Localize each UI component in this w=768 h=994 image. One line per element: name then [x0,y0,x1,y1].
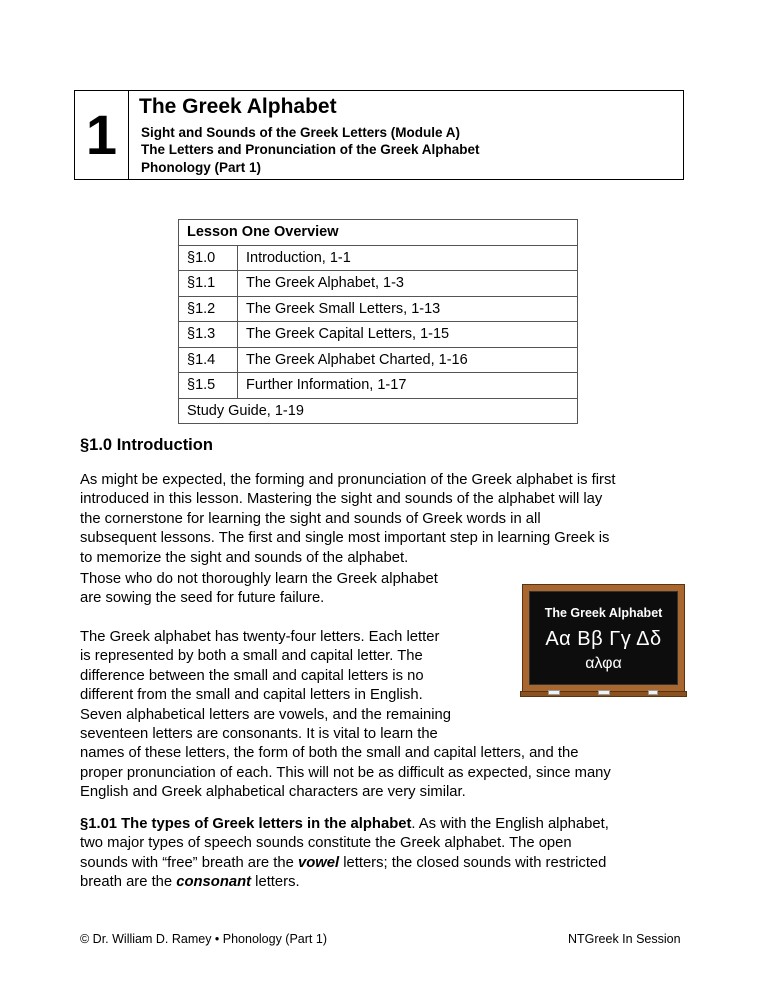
subsection-heading: §1.01 The types of Greek letters in the alphabet [80,816,412,832]
text-line: is represented by both a small and capital letter. The [80,648,423,665]
section-title: The Greek Alphabet Charted, 1-16 [238,347,578,373]
text-line: Those who do not thoroughly learn the Greek alphabet [80,571,438,587]
paragraph-letters-cont [80,725,695,803]
text-line: Seven alphabetical letters are vowels, and the remaining [80,706,451,723]
chalkboard-word: αλφα [585,655,622,672]
section-number: §1.1 [179,271,238,297]
text-fragment: letters. [251,874,300,891]
chapter-subtitle: The Letters and Pronunciation of the Greek Alphabet [141,142,480,157]
lesson-overview-table [178,219,578,424]
section-heading: §1.0 Introduction [80,436,213,454]
chapter-subtitle: Phonology (Part 1) [141,160,262,175]
text-line: As might be expected, the forming and pronunciation of the Greek alphabet is first [80,472,616,488]
text-line [80,873,695,892]
paragraph-letters [80,628,500,725]
section-number: §1.0 [179,245,238,271]
chapter-title: The Greek Alphabet [139,95,337,118]
section-number: §1.5 [179,373,238,399]
text-line: introduced in this lesson. Mastering the sight and sounds of the alphabet will lay [80,491,603,508]
table-row [179,322,578,348]
chapter-header [74,90,684,180]
chapter-number: 1 [75,91,129,179]
text-line: seventeen letters are consonants. It is vital to learn the [80,726,438,742]
chalkboard-title: The Greek Alphabet [544,606,663,620]
text-line: are sowing the seed for future failure. [80,590,325,607]
text-line: proper pronunciation of each. This will not be as difficult as expected, since many [80,764,611,781]
text-line [80,854,695,873]
text-line: difference between the small and capital letters is no [80,667,424,684]
section-number: §1.3 [179,322,238,348]
table-row [179,245,578,271]
overview-header: Lesson One Overview [179,220,578,246]
chalk-piece [598,690,610,695]
chalk-piece [548,690,560,695]
section-title: The Greek Capital Letters, 1-15 [238,322,578,348]
emphasis-consonant: consonant [176,874,252,891]
chalkboard-illustration [522,584,685,697]
table-row [179,296,578,322]
emphasis-vowel: vowel [297,854,340,871]
section-title: The Greek Small Letters, 1-13 [238,296,578,322]
text-line: names of these letters, the form of both the small and capital letters, and the [80,745,579,762]
paragraph-warning [80,570,438,609]
paragraph-intro [80,471,695,568]
paragraph-letter-types [80,815,695,893]
section-title: Introduction, 1-1 [238,245,578,271]
table-row [179,373,578,399]
text-line: The Greek alphabet has twenty-four letters. Each letter [80,629,440,645]
chapter-subtitle: Sight and Sounds of the Greek Letters (Module A) [141,125,461,140]
section-number: §1.2 [179,296,238,322]
text-line: subsequent lessons. The first and single most important step in learning Greek is [80,530,610,547]
text-fragment: sounds with “free” breath are the [80,854,298,871]
chalk-piece [648,690,658,695]
text-fragment: . As with the English alphabet, [411,816,609,832]
text-fragment: letters; the closed sounds with restricted [339,854,607,871]
text-line: the cornerstone for learning the sight and sounds of Greek words in all [80,510,541,527]
text-line: English and Greek alphabetical characters are very similar. [80,784,466,801]
footer-publisher: NTGreek In Session [568,932,681,946]
text-line: different from the small and capital letters in English. [80,687,423,704]
text-line: two major types of speech sounds constitute the Greek alphabet. The open [80,835,572,852]
text-line: to memorize the sight and sounds of the alphabet. [80,549,409,566]
overview-study-guide: Study Guide, 1-19 [179,398,578,424]
chalkboard-surface [529,591,678,685]
chalkboard-letters: Αα Ββ Γγ Δδ [545,628,662,650]
section-number: §1.4 [179,347,238,373]
text-line [80,815,695,834]
text-fragment: breath are the [80,874,177,891]
table-row [179,347,578,373]
footer-copyright: © Dr. William D. Ramey • Phonology (Part 1) [80,932,327,946]
section-title: The Greek Alphabet, 1-3 [238,271,578,297]
section-title: Further Information, 1-17 [238,373,578,399]
table-row [179,271,578,297]
